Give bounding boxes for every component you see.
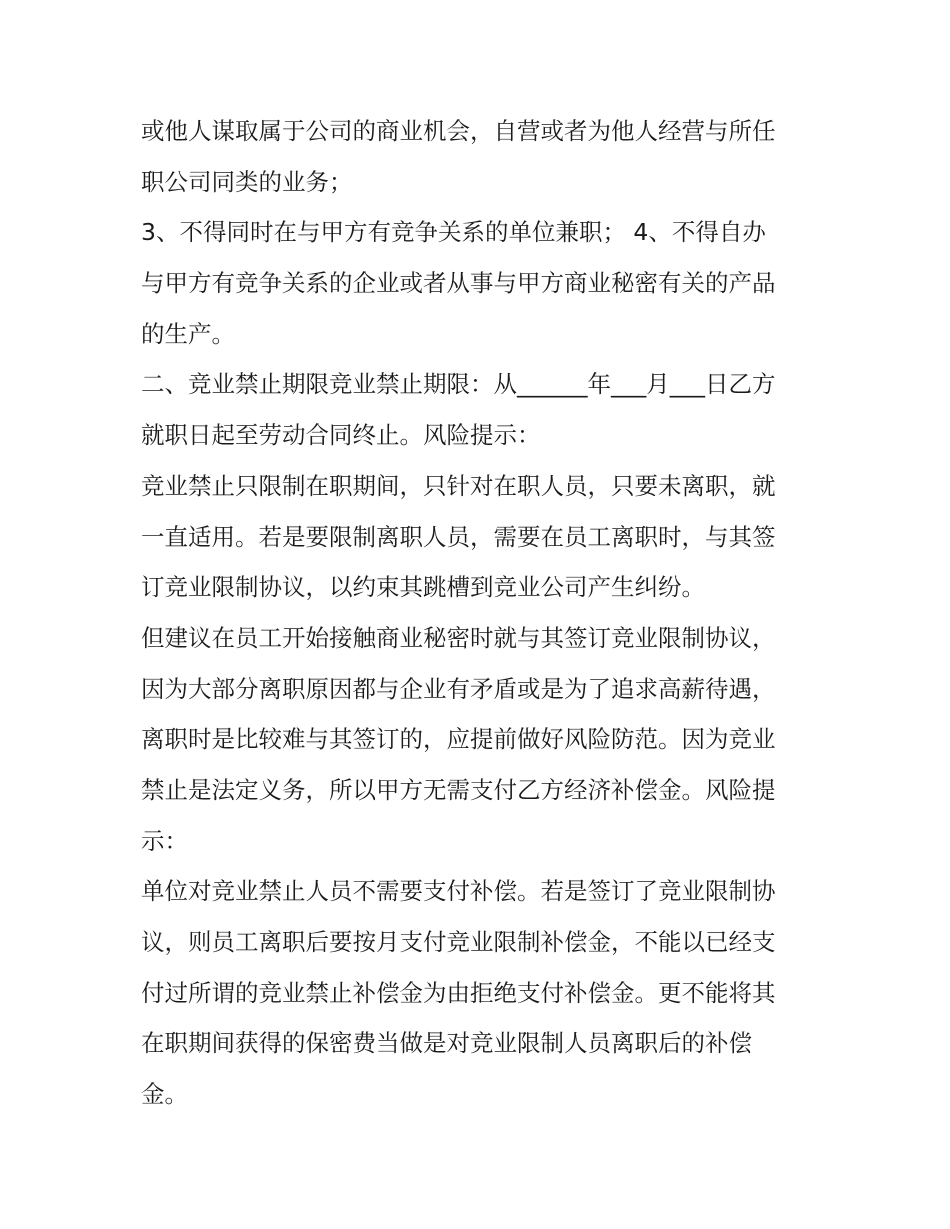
text-line: 禁止是法定义务，所以甲方无需支付乙方经济补偿金。风险提: [141, 775, 776, 804]
text-line: 或他人谋取属于公司的商业机会，自营或者为他人经营与所任: [141, 117, 776, 145]
text-line: 二、竞业禁止期限竞业禁止期限：从______年___月___日乙方: [141, 370, 776, 399]
text-line: 就职日起至劳动合同终止。风险提示：: [141, 421, 541, 450]
text-line: 议，则员工离职后要按月支付竞业限制补偿金，不能以已经支: [141, 928, 776, 956]
text-line: 3、不得同时在与甲方有竞争关系的单位兼职； 4、不得自办: [141, 218, 766, 247]
text-line: 一直适用。若是要限制离职人员，需要在员工离职时，与其签: [141, 522, 776, 551]
text-line: 但建议在员工开始接触商业秘密时就与其签订竞业限制协议，: [141, 623, 776, 652]
text-line: 示：: [141, 826, 188, 855]
text-line: 离职时是比较难与其签订的，应提前做好风险防范。因为竞业: [141, 725, 776, 754]
text-line: 订竞业限制协议，以约束其跳槽到竞业公司产生纠纷。: [141, 573, 705, 602]
text-line: 竞业禁止只限制在职期间，只针对在职人员，只要未离职，就: [141, 471, 776, 500]
text-line: 金。: [141, 1080, 188, 1109]
text-line: 在职期间获得的保密费当做是对竞业限制人员离职后的补偿: [141, 1029, 752, 1058]
text-line: 因为大部分离职原因都与企业有矛盾或是为了追求高薪待遇，: [141, 674, 776, 703]
text-line: 单位对竞业禁止人员不需要支付补偿。若是签订了竞业限制协: [141, 877, 776, 906]
document-body: [141, 106, 813, 1120]
text-line: 职公司同类的业务；: [141, 167, 353, 196]
text-line: 的生产。: [141, 319, 235, 348]
text-line: 与甲方有竞争关系的企业或者从事与甲方商业秘密有关的产品: [141, 269, 776, 298]
text-line: 付过所谓的竞业禁止补偿金为由拒绝支付补偿金。更不能将其: [141, 978, 776, 1007]
